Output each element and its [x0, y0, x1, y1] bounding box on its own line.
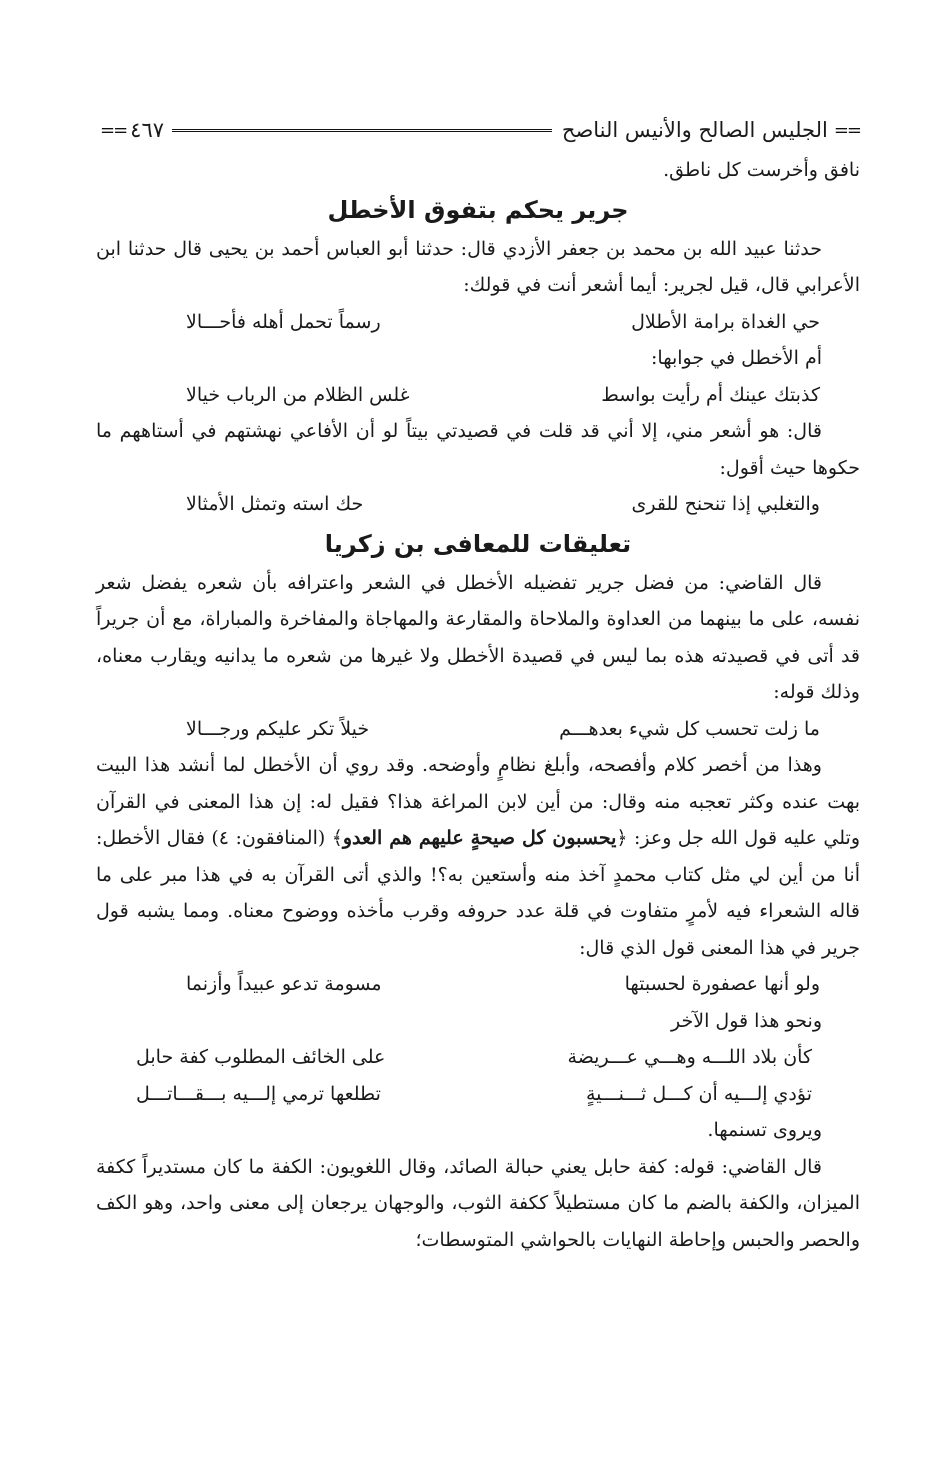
verse-1-first-hemistich: حي الغداة برامة الأطلال — [631, 310, 820, 333]
verse-1-second-hemistich: رسماً تحمل أهله فأحـــالا — [186, 310, 381, 333]
verse-6-first-hemistich: كأن بلاد اللـــه وهـــي عـــريضة — [567, 1046, 812, 1068]
page-body — [96, 152, 860, 1258]
paragraph-qadi-2: قال القاضي: قوله: كفة حابل يعني حبالة الصائد، وقال اللغويون: الكفة ما كان مستديراً ككفة الميزان، والكفة بالضم ما كان مستطيلاً ككفة الثوب، والوجهان يرجعان إلى معنى واحد، وهو الكف والحصر والحبس وإحاطة النهايات بالحواشي المتوسطات؛ — [96, 1155, 860, 1251]
quran-quote: يحسبون كل صيحةٍ عليهم هم العدو — [342, 827, 617, 849]
section-heading-jarir: جرير يحكم بتفوق الأخطل — [327, 195, 629, 224]
verse-1 — [96, 304, 860, 341]
paragraph-quran-end: ﴾ (المنافقون: ٤) فقال الأخطل: أنا من أين لي مثل كتاب محمدٍ آخذ منه وأستعين به؟! والذي أتى القرآن به في هذا مبر على ما قاله الشعراء فيه لأمرٍ متفاوت في قلة عدد حروفه وقرب مأخذه ووضوح معناه. ومما يشبه قول جرير في هذا المعنى قول الذي قال: — [96, 827, 860, 959]
page-number: ٤٦٧ — [130, 118, 165, 142]
verse-6-second-hemistich: على الخائف المطلوب كفة حابل — [136, 1046, 386, 1068]
paragraph-answer: قال: هو أشعر مني، إلا أني قد قلت في قصيدتي بيتاً لو أن الأفاعي نهشتهم في أستاههم ما حكوها حيث أقول: — [96, 420, 860, 479]
verse-3 — [96, 486, 860, 523]
section-heading-comments: تعليقات للمعافى بن زكريا — [324, 529, 632, 558]
verse-3-second-hemistich: حك استه وتمثل الأمثالا — [186, 493, 364, 515]
variant-note: ويروى تسنمها. — [707, 1119, 822, 1141]
continuation-line: نافق وأخرست كل ناطق. — [663, 159, 860, 181]
verse-3-first-hemistich: والتغلبي إذا تنحنح للقرى — [631, 493, 820, 515]
paragraph-qadi-1: قال القاضي: من فضل جرير تفضيله الأخطل في الشعر واعترافه بأن شعره يفضل شعر نفسه، على ما بينهما من العداوة والملاحاة والمقارعة والمهاجاة والمفاخرة والمباراة، مع أن جريراً قد أتى في قصيدته هذه بما ليس في قصيدة الأخطل ولا غيرها من شعره ما يدانيه ويقارب معناه، وذلك قوله: — [96, 571, 860, 703]
verse-7-first-hemistich: تؤدي إلـــيه أن كـــل ثـــنـــيةٍ — [586, 1082, 812, 1105]
verse-6 — [96, 1039, 860, 1076]
verse-5-first-hemistich: ولو أنها عصفورة لحسبتها — [624, 973, 820, 995]
verse-2-first-hemistich: كذبتك عينك أم رأيت بواسط — [601, 383, 820, 406]
book-title: الجليس الصالح والأنيس الناصح — [561, 118, 828, 142]
question-line: أم الأخطل في جوابها: — [651, 347, 822, 369]
verse-4-second-hemistich: خيلاً تكر عليكم ورجـــالا — [186, 717, 370, 740]
paragraph-narration: حدثنا عبيد الله بن محمد بن جعفر الأزدي قال: حدثنا أبو العباس أحمد بن يحيى قال حدثنا ابن الأعرابي قال، قيل لجرير: أيما أشعر أنت في قولك: — [96, 237, 860, 296]
running-header — [100, 112, 860, 148]
intro-line: ونحو هذا قول الآخر — [671, 1009, 822, 1032]
header-ornament: == — [833, 119, 860, 141]
verse-7-second-hemistich: تطلعها ترمي إلـــيه بـــقـــاتـــل — [136, 1082, 381, 1105]
paragraph-quran — [96, 747, 860, 966]
verse-2-second-hemistich: غلس الظلام من الرباب خيالا — [186, 383, 410, 406]
verse-5-second-hemistich: مسومة تدعو عبيداً وأزنما — [186, 973, 382, 995]
verse-2 — [96, 377, 860, 414]
verse-4-first-hemistich: ما زلت تحسب كل شيء بعدهـــم — [559, 717, 820, 740]
verse-4 — [96, 711, 860, 748]
paragraph-quran-start: وهذا من أخصر كلام وأفصحه، وأبلغ نظامٍ وأوضحه. وقد روي أن الأخطل لما أنشد هذا البيت بهت عنده وكثر تعجبه منه وقال: من أين لابن المراغة هذا؟ فقيل له: إن هذا المعنى في القرآن وتلي عليه قول الله جل وعز: ﴿ — [96, 754, 861, 849]
header-rule — [172, 129, 552, 132]
header-ornament-end: == — [100, 119, 127, 141]
verse-7 — [96, 1076, 860, 1113]
verse-5 — [96, 966, 860, 1003]
